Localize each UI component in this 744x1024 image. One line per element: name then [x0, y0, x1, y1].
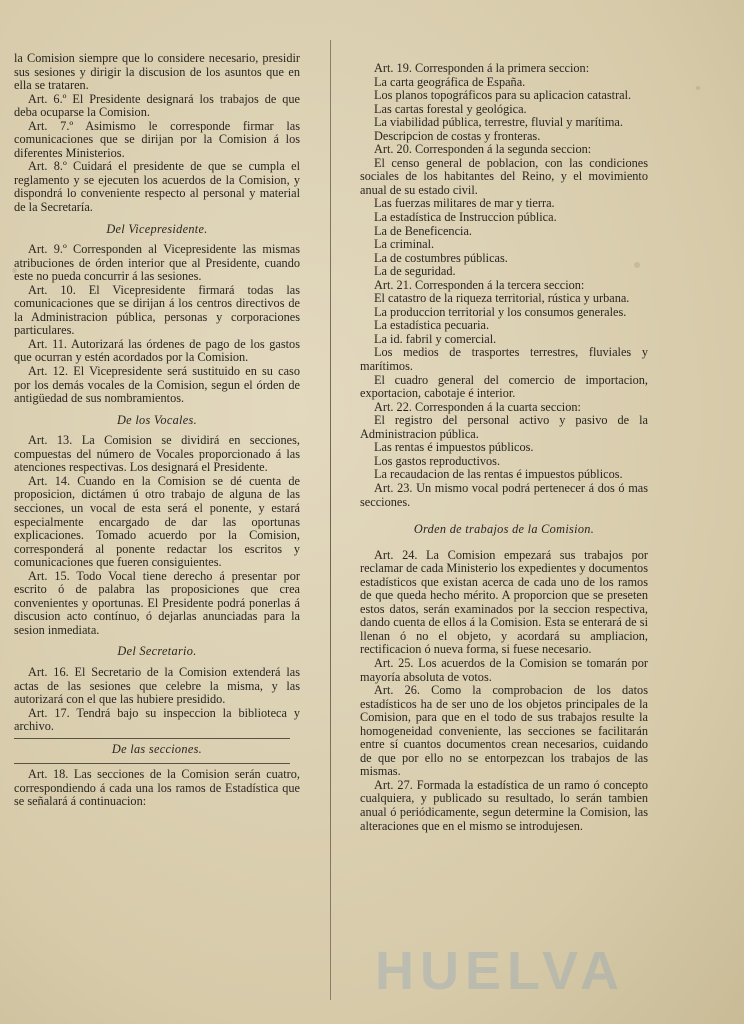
list-item: Los medios de trasportes terrestres, fluviales y marítimos. [360, 345, 648, 374]
article-17: Art. 17. Tendrá bajo su inspeccion la biblioteca y archivo. [14, 705, 300, 734]
article-11: Art. 11. Autorizará las órdenes de pago de los gastos que ocurran y estén acordados por la Comision. [14, 336, 300, 365]
list-item: Las rentas é impuestos públicos. [374, 440, 534, 455]
article-15: Art. 15. Todo Vocal tiene derecho á presentar por escrito ó de palabra las proposiciones que crea convenientes y oportunas. El Presidente podrá ponerlas á discusion acto contínuo, ó dejarlas anunciadas para la sesion inmediata. [14, 568, 300, 637]
list-item: La estadística pecuaria. [374, 318, 490, 333]
section-heading-secciones: De las secciones. [111, 741, 203, 756]
article-24: Art. 24. La Comision empezará sus trabajos por reclamar de cada Ministerio los expedientes y documentos estadísticos que existan acerca de cada uno de los ramos de que queda hecho mérito. A proporcion que se preseten estos datos, serán examinados por la seccion respectiva, dando cuenta de ellos á la Comision. Esta se enterará de si llenan ó no el objeto, y acordará su ampliacion, rectificacion ó nueva forma, si fuese necesario. [360, 547, 648, 657]
article-23: Art. 23. Un mismo vocal podrá pertenecer á dos ó mas secciones. [360, 480, 648, 509]
list-item: La id. fabril y comercial. [374, 331, 497, 346]
list-item: El censo general de poblacion, con las condiciones sociales de los habitantes del Reino, y el movimiento anual de su estado civil. [360, 155, 648, 197]
article-21: Art. 21. Corresponden á la tercera seccion: [374, 277, 585, 292]
section-heading-vocales: De los Vocales. [117, 412, 197, 427]
list-item: Las fuerzas militares de mar y tierra. [374, 196, 555, 211]
article-9: Art. 9.º Corresponden al Vicepresidente las mismas atribuciones de órden interior que al Presidente, cuando este no pueda concurrir á las sesiones. [14, 242, 300, 284]
seccion-2-list [360, 157, 648, 279]
article-12: Art. 12. El Vicepresidente será sustituido en su caso por los demás vocales de la Comision, segun el órden de antigüedad de sus nombramientos. [14, 364, 300, 406]
list-item: Los planos topográficos para su aplicacion catastral. [374, 88, 632, 103]
article-7: Art. 7.º Asimismo le corresponde firmar las comunicaciones que se dirijan por la Comision á los diferentes Ministerios. [14, 118, 300, 160]
article-25: Art. 25. Los acuerdos de la Comision se tomarán por mayoría absoluta de votos. [360, 655, 648, 684]
horizontal-rule [14, 738, 290, 739]
ink-spot [696, 86, 700, 90]
article-6: Art. 6.º El Presidente designará los trabajos de que deba ocuparse la Comision. [14, 91, 300, 120]
article-20: Art. 20. Corresponden á la segunda seccion: [374, 142, 592, 157]
article-19: Art. 19. Corresponden á la primera seccion: [374, 61, 590, 75]
list-item: Los gastos reproductivos. [374, 453, 501, 468]
left-column [14, 52, 300, 809]
column-divider [330, 40, 331, 1000]
list-item: La recaudacion de las rentas é impuestos públicos. [374, 467, 623, 482]
article-13: Art. 13. La Comision se dividirá en secciones, compuestas del número de Vocales proporcionado á las atenciones respectivas. Los designará el Presidente. [14, 433, 300, 475]
list-item: La de Beneficencia. [374, 223, 472, 238]
list-item: El registro del personal activo y pasivo de la Administracion pública. [360, 413, 648, 441]
list-item: La carta geográfica de España. [374, 74, 526, 89]
article-18: Art. 18. Las secciones de la Comision serán cuatro, correspondiendo á cada una los ramos de Estadística que se señalará á continuacion: [14, 767, 300, 809]
article-8: Art. 8.º Cuidará el presidente de que se cumpla el reglamento y se ejecuten los acuerdos de la Comision, y dispondrá lo conveniente respecto al personal y material de la Secretaría. [14, 159, 300, 215]
library-watermark: HUELVA [375, 941, 625, 1001]
section-heading-vicepresidente: Del Vicepresidente. [106, 221, 208, 236]
list-item: El cuadro general del comercio de importacion, exportacion, cabotaje é interior. [360, 372, 648, 401]
horizontal-rule [14, 763, 290, 764]
list-item: La de costumbres públicas. [374, 250, 508, 265]
list-item: La viabilidad pública, terrestre, fluvial y marítima. [374, 115, 623, 130]
seccion-4-list [360, 414, 648, 482]
list-item: El catastro de la riqueza territorial, rústica y urbana. [374, 291, 630, 306]
list-item: La produccion territorial y los consumos generales. [374, 304, 627, 319]
list-item: Las cartas forestal y geológica. [374, 101, 527, 116]
article-27: Art. 27. Formada la estadística de un ramo ó concepto cualquiera, y publicado su resultado, lo serán tambien anual ó periódicamente, segun determine la Comision, las alteraciones que en el mismo se introdujesen. [360, 777, 648, 833]
list-item: La estadística de Instruccion pública. [374, 210, 557, 225]
article-10: Art. 10. El Vicepresidente firmará todas las comunicaciones que se dirijan á los centros directivos de la Administracion pública, personas y corporaciones particulares. [14, 282, 300, 338]
section-heading-secretario: Del Secretario. [117, 644, 197, 659]
list-item: La criminal. [374, 237, 435, 252]
seccion-1-list [360, 76, 648, 144]
article-22: Art. 22. Corresponden á la cuarta seccion: [374, 399, 581, 414]
paragraph: la Comision siempre que lo considere necesario, presidir sus sesiones y dirigir la discusion de los asuntos que en ella se trataren. [14, 51, 300, 93]
seccion-3-list [360, 292, 648, 400]
list-item: La de seguridad. [374, 264, 456, 279]
list-item: Descripcion de costas y fronteras. [374, 128, 541, 143]
right-column [360, 62, 648, 833]
article-14: Art. 14. Cuando en la Comision se dé cuenta de proposicion, dictámen ú otro trabajo de alguna de las secciones, un vocal de esta será el ponente, y estará especialmente encargado de dar las oportunas explicaciones. Tomado acuerdo por la Comision, corresponderá al ponente redactar los escritos y comunicaciones que fueren consiguientes. [14, 473, 300, 570]
article-26: Art. 26. Como la comprobacion de los datos estadísticos ha de ser uno de los objetos principales de la Comision, para que en el todo de sus trabajos resulte la homogeneidad conveniente, las secciones se facilitarán entre sí cuantos documentos crean necesarios, cuidando de que por ello no se entorpezcan los trabajos de las mismas. [360, 683, 648, 779]
section-heading-orden-trabajos: Orden de trabajos de la Comision. [413, 522, 595, 537]
article-16: Art. 16. El Secretario de la Comision extenderá las actas de las sesiones que celebre la misma, y las autorizará con el que las hubiere presidido. [14, 664, 300, 707]
